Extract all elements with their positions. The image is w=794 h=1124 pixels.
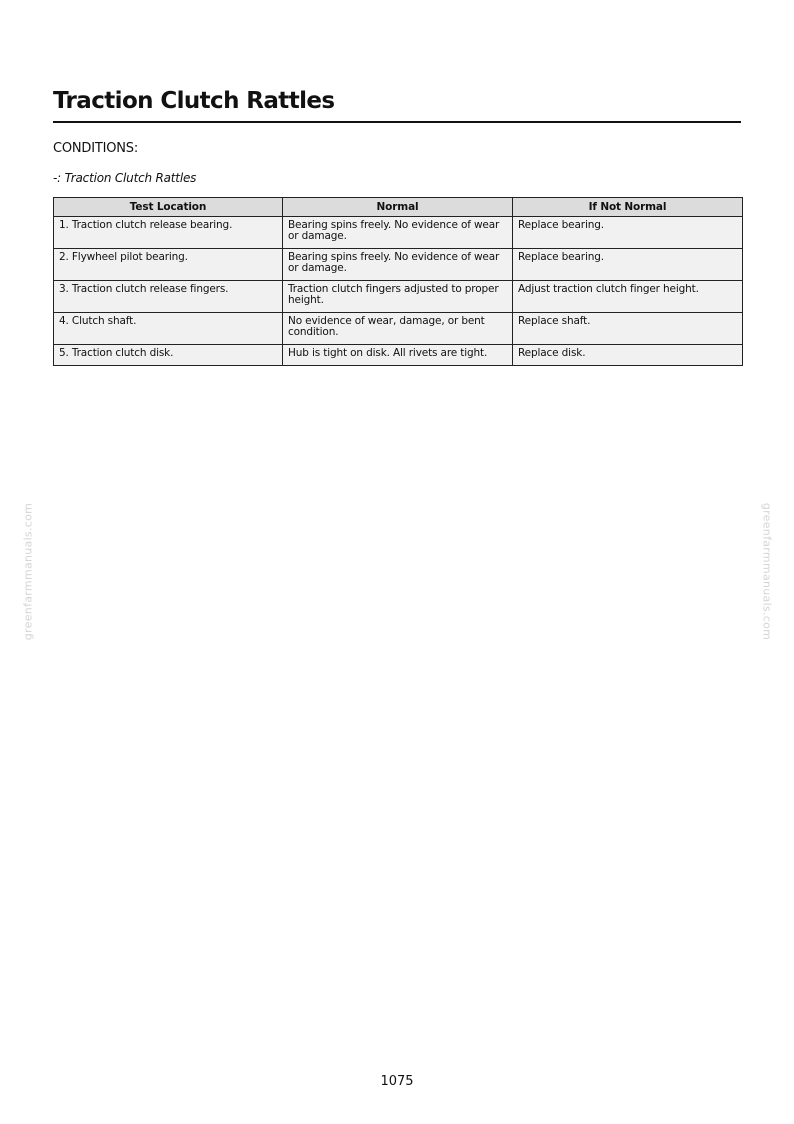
table-row (54, 345, 743, 366)
table-row (54, 281, 743, 313)
cell-normal: Bearing spins freely. No evidence of wear or damage. (283, 249, 513, 281)
cell-normal: Traction clutch fingers adjusted to proper height. (283, 281, 513, 313)
diagnosis-table (53, 197, 743, 366)
watermark-right: greenfarmmanuals.com (760, 502, 774, 641)
page-number: 1075 (380, 1074, 414, 1089)
cell-normal: Bearing spins freely. No evidence of wear or damage. (283, 217, 513, 249)
cell-if-not-normal: Replace shaft. (513, 313, 743, 345)
cell-if-not-normal: Adjust traction clutch finger height. (513, 281, 743, 313)
header-if-not-normal: If Not Normal (513, 198, 743, 217)
header-test-location: Test Location (54, 198, 283, 217)
cell-test-location: 1. Traction clutch release bearing. (54, 217, 283, 249)
table-caption: -: Traction Clutch Rattles (53, 171, 197, 185)
watermark-left: greenfarmmanuals.com (21, 502, 35, 641)
cell-if-not-normal: Replace disk. (513, 345, 743, 366)
cell-test-location: 3. Traction clutch release fingers. (54, 281, 283, 313)
cell-if-not-normal: Replace bearing. (513, 249, 743, 281)
page-title: Traction Clutch Rattles (53, 86, 741, 123)
cell-if-not-normal: Replace bearing. (513, 217, 743, 249)
cell-test-location: 2. Flywheel pilot bearing. (54, 249, 283, 281)
conditions-label: CONDITIONS: (53, 141, 139, 156)
table-row (54, 217, 743, 249)
cell-test-location: 4. Clutch shaft. (54, 313, 283, 345)
table-row (54, 249, 743, 281)
header-normal: Normal (283, 198, 513, 217)
cell-normal: No evidence of wear, damage, or bent condition. (283, 313, 513, 345)
table-header-row (54, 198, 743, 217)
table-row (54, 313, 743, 345)
cell-normal: Hub is tight on disk. All rivets are tight. (283, 345, 513, 366)
cell-test-location: 5. Traction clutch disk. (54, 345, 283, 366)
